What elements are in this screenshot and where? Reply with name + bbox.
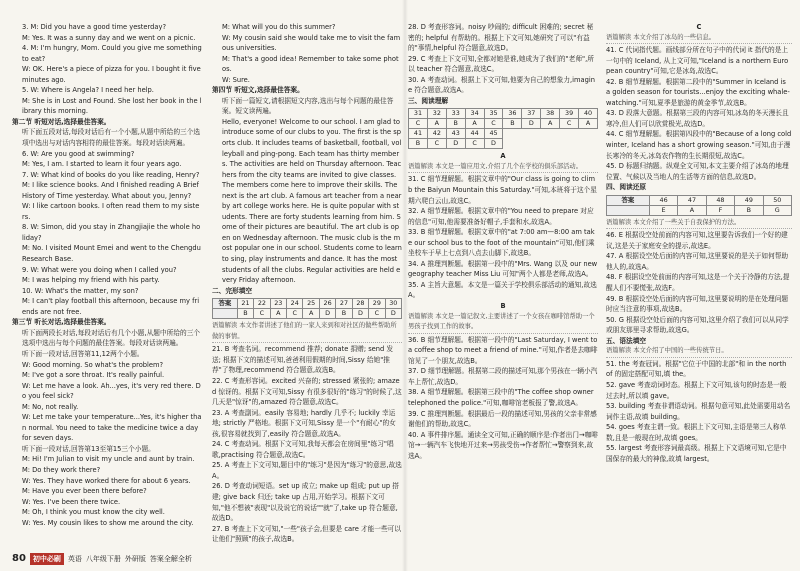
text-line: 50. G 根据设空处后面的内容可知,这里介绍了我们可以从同学或朋友那里寻求帮助,故选G。 [606, 315, 789, 335]
question-number: 30 [385, 299, 401, 309]
question-number: 36 [503, 109, 522, 119]
text-line: 43. D 段落大意题。根据第三段的内容可知,冰岛的冬天漫长且寒冷,但人们可以欣赏极光,故选D。 [606, 109, 789, 128]
answer-cell: C [465, 139, 484, 149]
text-line: W: Yes. I've been there twice. [22, 497, 121, 506]
answer-cell: A [579, 119, 598, 129]
text-line: 26. D 考查动词短语。set up 成立; make up 组成; put up 搭建; give back 归还; take up 占用,开始学习。根据下文可知,"他不想被"表现"以及说它的说话""就"了,take up 符合题意,故选D。 [212, 482, 399, 523]
passage-note: 语篇解读 本文作者讲述了他们的一家人来到和对社区的做些帮助所做的事情。 [212, 321, 402, 343]
question-number: 24 [287, 299, 303, 309]
question-number: 32 [427, 109, 446, 119]
answer-cell: C [409, 119, 428, 129]
table-label-blank [607, 205, 650, 215]
passage-note: 语篇解读 本文介绍了冰岛的一些信息。 [606, 33, 792, 45]
column-2 [212, 22, 402, 545]
answer-cell: B [446, 119, 465, 129]
table-label-blank [213, 309, 238, 319]
section-heading: 第四节 听短文,选择最佳答案。 [212, 86, 304, 95]
text-line: 41. C 代词指代题。画线部分所在句子中的代词 it 指代的是上一句中的 Iceland, 从上文可知,"Iceland is a northern European country"可知,它是冰岛,故选C。 [606, 46, 789, 76]
answer-cell: C [560, 119, 579, 129]
text-line: 51. the 考查冠词。根据"它位于中国的北部"和 in the north of 的固定搭配可知,填 the。 [606, 359, 787, 379]
text-line: B [500, 302, 506, 311]
text-line: M: I was helping my friend with his party. [22, 276, 160, 285]
text-line: M: Yes. It was a sunny day and we went on a picnic. [22, 33, 196, 42]
question-number: 21 [237, 299, 253, 309]
text-line: 听下面一段对话,回答第13至第15三个小题。 [22, 444, 155, 453]
question-number: 33 [446, 109, 465, 119]
answer-cell: A [270, 309, 286, 319]
text-line: M: I can't play football this afternoon, because my friends are not free. [22, 297, 200, 316]
question-number: 35 [484, 109, 503, 119]
text-line: W: Let me have a look. Ah...yes, it's very red there. Do you feel sick? [22, 381, 201, 401]
text-line: 42. B 细节理解题。根据第二段中的"Summer in Iceland is a golden season for tourists...enjoy the exciting whale-watching."可知,夏季是旅游的黄金季节,故选B。 [606, 77, 790, 107]
text-line: 3. M: Did you have a good time yesterday? [22, 23, 167, 31]
answer-cell: C [427, 139, 446, 149]
text-line: 听下面一篇短文,请根据短文内容,选出与每个问题的最佳答案。短文读两遍。 [222, 96, 394, 116]
column-4 [606, 22, 792, 464]
text-line: 33. B 细节理解题。根据文章中的"at 7:00 am—8:00 am take our school bus to the foot of the mountain"可知,他们乘坐校车于早上七点到八点去山脚下,故选B。 [408, 228, 595, 258]
text-line: M: Yes, I am. I started to learn it four years ago. [22, 160, 182, 169]
question-number: 28 [352, 299, 368, 309]
answer-cell: C [484, 119, 503, 129]
answer-cell: D [522, 119, 541, 129]
cloze-answer-table [212, 298, 402, 319]
text-line: 48. F 根据设空处前面的内容可知,这是一个关于冷静的方法,提醒人们不要慌张,故选F。 [606, 273, 790, 293]
reading-answer-table [408, 108, 598, 149]
text-line: 听下面一段对话,回答第11,12两个小题。 [22, 349, 144, 358]
text-line: M: That's a good idea! Remember to take some photos. [222, 54, 399, 74]
text-line: M: She is in Lost and Found. She lost her book in the library this morning. [22, 96, 202, 116]
text-line: A [500, 152, 506, 161]
passage-note: 语篇解读 本文是一篇记叙文,主要讲述了一个女孩在咖啡馆帮助一个男孩子找到工作的故事。 [408, 312, 598, 334]
answer-cell: C [369, 309, 385, 319]
section-heading: 第三节 听长对话,选择最佳答案。 [12, 318, 111, 327]
table-label: 答案 [213, 299, 238, 309]
column-1 [12, 22, 202, 528]
question-number: 26 [319, 299, 335, 309]
answer-cell: B [336, 309, 352, 319]
text-line: W: My cousin said she would take me to visit the famous universities. [222, 33, 401, 53]
answer-cell: F [706, 205, 734, 215]
brand-label: 初中必刷 [30, 553, 64, 565]
question-number: 43 [446, 129, 465, 139]
section-heading: 第二节 听短对话,选择最佳答案。 [12, 117, 111, 126]
answer-cell: G [763, 205, 791, 215]
text-line: 35. A 主旨大意题。本文是一篇关于学校俱乐部活动的通知,故选A。 [408, 280, 597, 300]
question-number: 27 [336, 299, 352, 309]
text-line: 24. C 考查动词。根据下文可知,我每天都会在房间里"练习"唱歌,practising 符合题意,故选C。 [212, 440, 394, 459]
text-line: 46. E 根据设空处前面的内容可知,这里要告诉我们一个好的建议,这是关于家庭安全的提示,故选E。 [606, 231, 788, 250]
text-line: 29. C 考查上下文可知,全都对她是谁,她成为了我们的"老师",所以 teacher 符合题意,故选C。 [408, 54, 594, 74]
text-line: 27. B 考查上下文可知,"一些"孩子会,但要是 care 才能一些可以让他们"照顾"的孩子,故选B。 [212, 524, 402, 544]
passage-note: 语篇解读 本文是一篇应用文,介绍了几个在学校的俱乐部活动。 [408, 162, 598, 174]
text-line: 21. B 考查名词。recommend 推荐; donate 捐赠; send 发送; 根据下文的描述可知,爸爸利用假期的时间,Sissy 给她"推荐"了物理,recommend 符合题意,故选B。 [212, 345, 394, 375]
text-line: 52. gave 考查动词时态。根据上下文可知,该句的时态是一般过去时,所以填 gave。 [606, 380, 787, 400]
answer-cell: C [287, 309, 303, 319]
text-line: 45. D 标题归纳题。纵观全文可知,本文主要介绍了冰岛的地理位置、气候以及当地人的生活等方面的信息,故选D。 [606, 162, 789, 181]
answer-cell: D [352, 309, 368, 319]
question-number: 48 [706, 195, 734, 205]
text-line: 53. building 考查非谓语动词。根据句意可知,此处需要用动名词作主语,故填 building。 [606, 402, 791, 421]
text-line: W: Yes. My cousin likes to show me around the city. [22, 518, 194, 527]
answer-cell: B [237, 309, 253, 319]
text-line: M: I've got a sore throat. It's really painful. [22, 371, 165, 380]
question-number: 38 [541, 109, 560, 119]
text-line: M: Do they work there? [22, 465, 101, 474]
page-number: 80 [12, 553, 26, 564]
text-line: 47. A 根据设空处后面的内容可知,这里要说的是关于如何帮助他人的,故选A。 [606, 252, 789, 271]
text-line: M: No. I visited Mount Emei and went to the Chengdu Research Base. [22, 244, 201, 264]
text-line: 39. C 推理判断题。根据最后一段的描述可知,男孩的父亲非常感谢他们的帮助,故选C。 [408, 409, 597, 429]
text-line: 28. D 考查形容词。noisy 吵闹的; difficult 困难的; secret 秘密的; helpful 有帮助的。根据上下文可知,她研究了可以"有益的"事情,helpful 符合题意,故选D。 [408, 23, 594, 53]
text-line: 49. B 根据设空处后面的内容可知,这里要说明的是在处理问题时应当注意的事项,故选B。 [606, 294, 789, 314]
section-heading: 二、完形填空 [212, 286, 253, 295]
column-3 [408, 22, 598, 461]
text-line: 5. W: Where is Angela? I need her help. [22, 86, 154, 95]
question-number: 45 [484, 129, 503, 139]
text-line: 8. W: Simon, did you stay in Zhangjiajie the whole holiday? [22, 223, 201, 242]
text-line: 听下面五段对话,每段对话后有一个小题,从题中所给的三个选项中选出与对话内容相符的最佳答案。每段对话读两遍。 [22, 128, 201, 148]
text-line: W: Yes. They have worked there for about 6 years. [22, 476, 191, 485]
text-line: 23. A 考查副词。easily 容易地; hardly 几乎不; luckily 幸运地; strictly 严格地。根据下文可知,Sissy 是一个"有耐心"的女孩,很容易就找到了,easily 符合题意,故选A。 [212, 408, 396, 438]
text-line: 38. A 细节理解题。根据第三段中的"The coffee shop owner telephoned the police."可知,咖啡馆老板报了警,故选A。 [408, 388, 594, 407]
text-line: M: No, not really. [22, 402, 79, 411]
page-footer [12, 553, 192, 565]
section-heading: 五、语法填空 [606, 336, 647, 345]
text-line: 7. W: What kind of books do you like reading, Henry? [22, 170, 200, 179]
table-label: 答案 [607, 195, 650, 205]
text-line: 听下面两段长对话,每段对话后有几个小题,从题中所给的三个选项中选出与每个问题的最佳答案。每段对话读两遍。 [22, 328, 201, 348]
answer-cell: B [409, 139, 428, 149]
answer-cell: D [446, 139, 465, 149]
text-line: W: Good morning. So what's the problem? [22, 360, 164, 369]
text-line: W: OK. Here's a piece of pizza for you. I bought it five minutes ago. [22, 65, 201, 84]
text-line: C [696, 23, 702, 31]
text-line: 4. M: I'm hungry, Mom. Could you give me something to eat? [22, 44, 202, 63]
question-number: 50 [763, 195, 791, 205]
section-heading: 三、阅读理解 [408, 96, 449, 105]
text-line: W: I like cartoon books. I often read them to my sisters. [22, 202, 200, 221]
answer-cell: A [303, 309, 319, 319]
section-heading: 四、阅读还原 [606, 183, 647, 192]
text-line: 34. A 推理判断题。根据第一段中的"Mrs. Wang 以及 our new geography teacher Miss Liu 可知"两个人都是老师,故选A。 [408, 259, 598, 279]
subject-label: 英语 [67, 555, 82, 563]
text-line: 30. A 考查动词。根据上下文可知,他要为自己的想象力,imagine 符合题意,故选A。 [408, 75, 595, 95]
question-number: 47 [678, 195, 706, 205]
text-line: 9. W: What were you doing when I called you? [22, 265, 177, 274]
answer-cell: A [541, 119, 560, 129]
answer-cell: E [649, 205, 677, 215]
text-line: 40. A 事件排序题。通读全文可知,正确的顺序是:作者出门→咖啡馆→一辆汽车飞快地开过来→男孩受伤→作者帮忙→警察到来,故选A。 [408, 430, 598, 460]
answer-cell: C [254, 309, 270, 319]
text-line: Hello, everyone! Welcome to our school. I am glad to introduce some of our clubs to you. The first is the sports club. It includes teams of basketball, football, volleyball and ping-pong. Each team has thirty members. The activities are held on Thursday afternoon. Teachers from the city teams are invited to give classes. The members come here to improve their skills. The next is the art club. A famous art teacher from a nearby art college works here. He is quite popular with students. There are forty students learning from him. Some of their pictures are beautiful. The art club is open on Wednesday afternoon. The music club is the most popular one in our school. Students come to learn to sing, play instruments and dance. It has the most students of all the clubs. Regular activities are held every Friday afternoon. [222, 117, 402, 285]
answer-cell: B [503, 119, 522, 129]
text-line: 36. B 细节理解题。根据第一段中的"Last Saturday, I went to a coffee shop to meet a friend of mine."可知,作者是去咖啡馆见了一个朋友,故选B。 [408, 335, 598, 365]
question-number: 34 [465, 109, 484, 119]
text-line: 22. C 考查形容词。excited 兴奋的; stressed 紧张的; amazed 惊讶的。根据下文可知,Sissy 有很多很好的"练习"的时候了,这几天是"惊讶"的,amazed 符合题意,故选C。 [212, 376, 402, 407]
question-number: 49 [735, 195, 763, 205]
question-number: 39 [560, 109, 579, 119]
question-number: 42 [427, 129, 446, 139]
text-line: 55. largest 考查形容词最高级。根据上下文语境可知,它是中国保存的最大的神像,故填 largest。 [606, 444, 787, 463]
text-line: M: I like science books. And I finished reading A Brief History of Time yesterday. What about you, Jenny? [22, 181, 199, 200]
question-number: 44 [465, 129, 484, 139]
answer-cell: D [484, 139, 503, 149]
question-number: 37 [522, 109, 541, 119]
question-number: 25 [303, 299, 319, 309]
answer-cell: A [465, 119, 484, 129]
text-line: 32. A 细节理解题。根据文章中的"You need to prepare 对应的信息"可知,他需要准备好帽子,手套和水,故选A。 [408, 207, 594, 226]
text-line: 54. goes 考查主谓一致。根据上下文可知,主语是第三人称单数,且是一般现在时,故填 goes。 [606, 423, 787, 442]
passage-note: 语篇解读 本文介绍了一些关于自我保护的方法。 [606, 218, 792, 230]
question-number: 40 [579, 109, 598, 119]
answer-cell: D [319, 309, 335, 319]
text-line: 10. W: What's the matter, my son? [22, 286, 139, 295]
edition-label: 外研版 [124, 555, 146, 563]
text-line: 25. A 考查上下文可知,题目中的"练习"是因为"练习"的意思,故选A。 [212, 461, 402, 480]
answer-cell: A [427, 119, 446, 129]
question-number: 29 [369, 299, 385, 309]
text-line: M: Hi! I'm Julian to visit my uncle and aunt by train. [22, 455, 195, 464]
text-line: M: What will you do this summer? [222, 23, 336, 31]
text-line: 37. D 细节理解题。根据第二段的描述可知,那个男孩在一辆小汽车上帮忙,故选D。 [408, 367, 598, 386]
question-number: 22 [254, 299, 270, 309]
question-number: 46 [649, 195, 677, 205]
text-line: 44. C 细节理解题。根据第四段中的"Because of a long cold winter, Iceland has a short growing season."可知,由于漫长寒冷的冬天,冰岛农作物的生长期很短,故选C。 [606, 130, 792, 160]
text-line: M: Oh, I think you must know the city well. [22, 508, 165, 517]
text-line: M: Have you ever been there before? [22, 487, 147, 496]
text-line: W: Sure. [222, 75, 250, 84]
passage-note: 语篇解读 本文介绍了中国的一些传统节日。 [606, 346, 792, 358]
text-line: 31. C 细节理解题。根据文章中的"Our class is going to climb the Baiyun Mountain this Saturday."可知,本班将于这个星期六爬白云山,故选C。 [408, 175, 597, 205]
answer-cell: B [735, 205, 763, 215]
text-line: W: Let me take your temperature...Yes, it's higher than normal. You need to take the medicine twice a day for seven days. [22, 413, 202, 443]
question-number: 31 [409, 109, 428, 119]
section-label: 答案全解全析 [149, 555, 192, 563]
text-line: 6. W: Are you good at swimming? [22, 149, 135, 158]
question-number: 23 [270, 299, 286, 309]
grade-label: 八年级下册 [85, 555, 121, 563]
answer-cell: A [678, 205, 706, 215]
answer-cell: D [385, 309, 401, 319]
restore-answer-table [606, 195, 792, 216]
question-number: 41 [409, 129, 428, 139]
